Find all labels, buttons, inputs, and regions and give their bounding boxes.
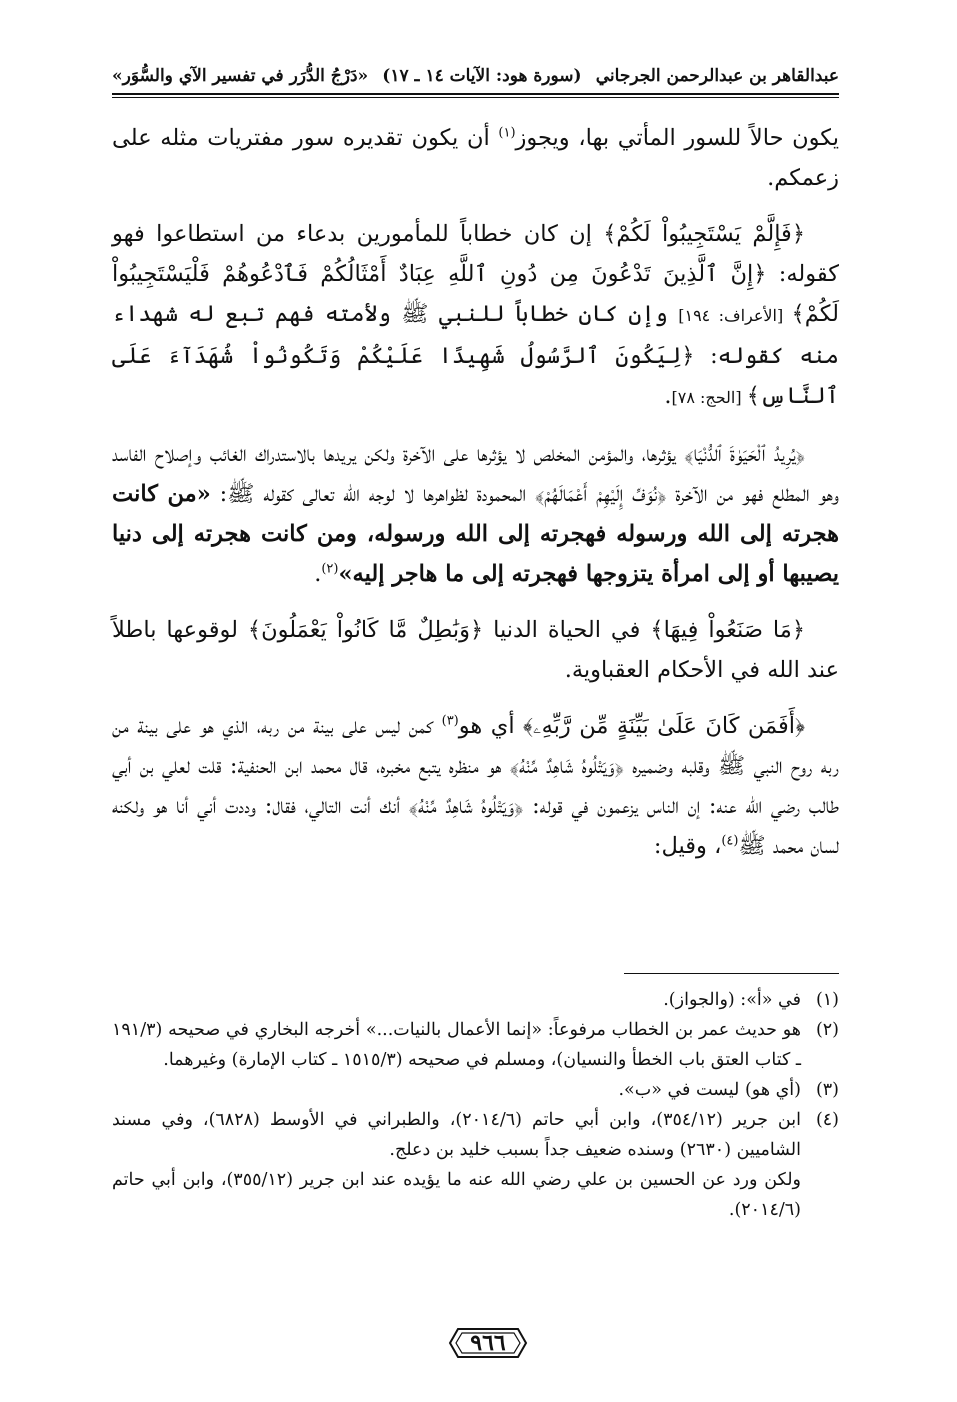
quran-verse: ﴿أَفَمَن كَانَ عَلَىٰ بَيِّنَةٍ مِّن رَّبِّهِۦ﴾ [523, 713, 805, 739]
footnote-text [112, 985, 801, 1015]
footnotes [112, 985, 839, 1225]
header-surah-range: (سورة هود: الآيات ١٤ ـ ١٧) [382, 66, 582, 86]
footnote-line: ولكن ورد عن الحسين بن علي رضي الله عنه ما يؤيده عند ابن جرير (٣٥٥/١٢)، وابن أبي حاتم (٢٠١٤/٦). [112, 1170, 802, 1220]
footnote-line: في «أ»: (والجواز). [663, 990, 801, 1010]
quran-verse: ﴿نُوَفِّ إِلَيْهِمْ أَعْمَالَهُمْ﴾ [535, 481, 667, 507]
quran-verse: ﴿وَيَتْلُوهُ شَاهِدٌ مِّنْهُ﴾ [408, 793, 524, 819]
footnote-line: هو حديث عمر بن الخطاب مرفوعاً: «إنما الأعمال بالنيات...» أخرجه البخاري في صحيحه (١٩١/٣ ـ كتاب العتق باب الخطأ والنسيان)، ومسلم في صحيحه (١٥١٥/٣ ـ كتاب الإمارة) وغيرهما. [112, 1020, 801, 1070]
text-run: ، وقيل: [653, 833, 722, 859]
footnote-number: (٤) [815, 1110, 839, 1130]
footnote-marker: (٢) [321, 561, 339, 577]
text-run: إن كان خطاباً للمأمورين بدعاء من استطاعوا فهو كقوله: [112, 221, 839, 287]
quran-verse: ﴿يُرِيدُ ٱلْحَيَوٰةَ ٱلدُّنْيَا﴾ [684, 441, 805, 467]
footnote-text [112, 1075, 801, 1105]
text-run: المحمودة لظواهرها لا لوجه الله تعالى كقوله ﷺ: [210, 481, 536, 507]
quran-verse: ﴿مَا صَنَعُواْ فِيهَا﴾ [650, 617, 806, 643]
paragraph-1 [112, 118, 839, 198]
paragraph-2 [112, 214, 839, 418]
text-run: كمن ليس على بينة من ربه، الذي هو على بينة من ربه روح النبي ﷺ وقلبه وضميره [112, 713, 839, 779]
footnote-item [112, 1075, 839, 1105]
text-run: أي هو [458, 713, 524, 739]
text-run: لوقوعها باطلاً عند الله في الأحكام العقباوية. [112, 617, 839, 683]
footnote-number: (٢) [815, 1020, 839, 1040]
paragraph-4 [112, 610, 839, 690]
text-run: أن يكون تقديره سور مفتريات مثله على زعمكم. [112, 125, 839, 191]
text-run: في الحياة الدنيا [483, 617, 651, 643]
quran-verse: ﴿وَيَتْلُوهُ شَاهِدٌ مِّنْهُ﴾ [509, 753, 624, 779]
text-run: . [314, 561, 322, 587]
running-header [112, 62, 839, 90]
text-run: وإن كان خطاباً للنبي ﷺ ولأمته فهم تبع له شهداء منه كقوله: [112, 301, 839, 369]
footnote-marker: (٤) [721, 833, 739, 849]
footnote-marker: (١) [498, 125, 516, 141]
page-number-ornament [448, 1325, 528, 1361]
quran-verse: ﴿لِيَكُونَ ٱلرَّسُولُ شَهِيدًا عَلَيْكُمْ وَتَكُونُواْ شُهَدَآءَ عَلَى ٱلنَّاسِ﴾ [112, 343, 839, 409]
text-run: هو منظره يتبع مخبره، قال محمد ابن الحنفية: قلت لعلي بن أبي طالب رضي الله عنه: إن الناس يزعمون في قوله: [112, 753, 839, 819]
verse-reference: [الحج: ٧٨] [671, 388, 747, 407]
header-book-title: «دَرْجُ الدُّرَر في تفسير الآي والسُّوَر» [112, 66, 369, 86]
footnote-separator [624, 973, 839, 974]
hadith-quote: «من كانت هجرته إلى الله ورسوله فهجرته إلى الله ورسوله، ومن كانت هجرته إلى دنيا يصيبها أو إلى امرأة يتزوجها فهجرته إلى ما هاجر إليه» [112, 481, 839, 587]
page-number: ٩٦٦ [470, 1330, 506, 1356]
footnote-line: (أي هو) ليست في «ب». [618, 1080, 801, 1100]
footnote-text [112, 1105, 801, 1225]
text-run: أنك أنت التالي، فقال: وددت أني أنا هو ولكنه لسان محمد ﷺ [112, 793, 839, 859]
footnote-number: (١) [815, 990, 839, 1010]
footnote-line: ابن جرير (٣٥٤/١٢)، وابن أبي حاتم (٢٠١٤/٦)، والطبراني في الأوسط (٦٨٢٨)، وفي مسند الشاميين (٢٦٣٠) وسنده ضعيف جداً بسبب خليد بن دعلج. [112, 1110, 801, 1160]
paragraph-3 [112, 434, 839, 594]
footnote-number: (٣) [815, 1080, 839, 1100]
footnote-item [112, 985, 839, 1015]
quran-verse: ﴿إِنَّ ٱلَّذِينَ تَدْعُونَ مِن دُونِ ٱللَّهِ عِبَادٌ أَمْثَالُكُمْ فَٱدْعُوهُمْ فَلْيَسْتَجِيبُواْ لَكُمْ﴾ [112, 261, 839, 327]
verse-reference: [الأعراف: ١٩٤] [678, 306, 792, 325]
header-rule [112, 93, 839, 98]
main-text [112, 118, 839, 882]
quran-verse: ﴿فَإِلَّمْ يَسْتَجِيبُواْ لَكُمْ﴾ [603, 221, 805, 247]
text-run: يكون حالاً للسور المأتي بها، ويجوز [515, 125, 839, 151]
header-author: عبدالقاهر بن عبدالرحمن الجرجاني [595, 66, 839, 86]
paragraph-5 [112, 706, 839, 866]
text-run: يؤثرها، والمؤمن المخلص لا يؤثرها على الآخرة ولكن يريدها بالاستدراك الغائب وإصلاح الفاسد وهو المطلع فهو من الآخرة [112, 441, 839, 507]
footnote-item [112, 1015, 839, 1075]
footnote-item [112, 1105, 839, 1225]
quran-verse: ﴿وَبَٰطِلٌ مَّا كَانُواْ يَعْمَلُونَ﴾ [247, 617, 484, 643]
text-run: . [664, 383, 672, 409]
footnote-marker: (٣) [441, 713, 459, 729]
footnote-text [112, 1015, 801, 1075]
